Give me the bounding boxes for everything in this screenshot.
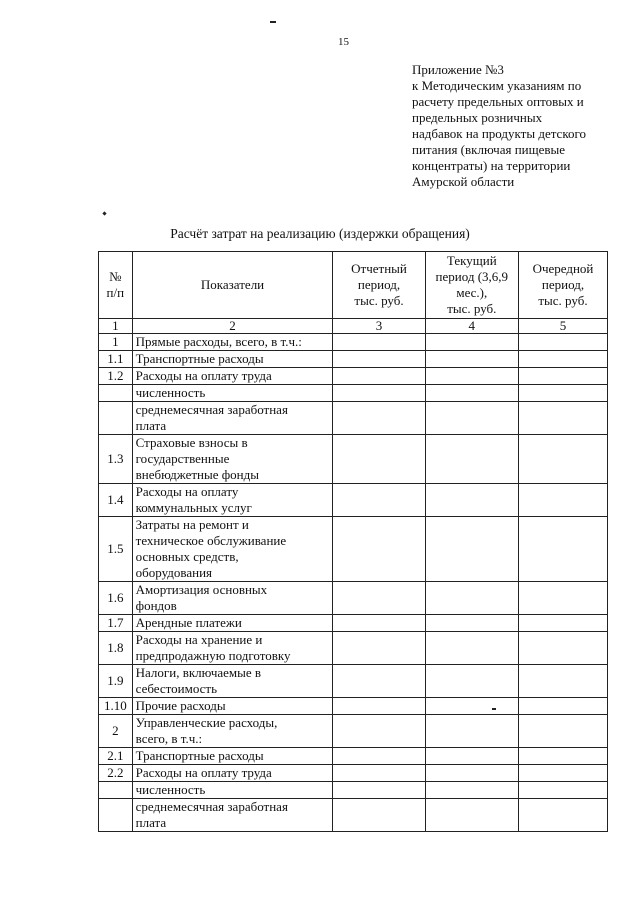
reported-value-cell xyxy=(333,351,425,368)
indicator-line: себестоимость xyxy=(135,681,218,696)
indicator-line: плата xyxy=(135,815,167,830)
indicator-line: плата xyxy=(135,418,167,433)
reported-value-cell xyxy=(333,615,425,632)
row-number: 1.2 xyxy=(99,368,133,385)
row-number: 1.5 xyxy=(99,517,133,582)
column-index: 4 xyxy=(425,319,518,334)
reported-value-cell xyxy=(333,484,425,517)
current-value-cell xyxy=(425,799,518,832)
row-number xyxy=(99,799,133,832)
row-number: 2.2 xyxy=(99,765,133,782)
header-next-period xyxy=(518,252,607,319)
next-value-cell xyxy=(518,402,607,435)
table-body xyxy=(99,334,608,832)
header-line: мес.), xyxy=(456,285,488,300)
header-num xyxy=(99,252,133,319)
next-value-cell xyxy=(518,748,607,765)
appendix-line: надбавок на продукты детского xyxy=(412,126,586,141)
indicator-line: оборудования xyxy=(135,565,213,580)
appendix-line: концентраты) на территории xyxy=(412,158,571,173)
next-value-cell xyxy=(518,517,607,582)
column-index-row xyxy=(99,319,608,334)
column-index: 1 xyxy=(99,319,133,334)
table-row xyxy=(99,665,608,698)
indicator-line: техническое обслуживание xyxy=(135,533,287,548)
row-indicator xyxy=(132,517,333,582)
header-line: № xyxy=(109,269,122,284)
header-line: Показатели xyxy=(200,277,265,292)
reported-value-cell xyxy=(333,582,425,615)
scan-speck xyxy=(270,21,276,23)
table-row xyxy=(99,582,608,615)
indicator-line: коммунальных услуг xyxy=(135,500,252,515)
header-line: период, xyxy=(357,277,401,292)
current-value-cell xyxy=(425,351,518,368)
next-value-cell xyxy=(518,351,607,368)
appendix-line: Приложение №3 xyxy=(412,62,504,77)
appendix-line: к Методическим указаниям по xyxy=(412,78,582,93)
table-row xyxy=(99,368,608,385)
reported-value-cell xyxy=(333,402,425,435)
current-value-cell xyxy=(425,385,518,402)
table-row xyxy=(99,782,608,799)
current-value-cell xyxy=(425,782,518,799)
appendix-line: расчету предельных оптовых и xyxy=(412,94,584,109)
row-number: 1 xyxy=(99,334,133,351)
row-indicator xyxy=(132,715,333,748)
row-number xyxy=(99,385,133,402)
reported-value-cell xyxy=(333,799,425,832)
reported-value-cell xyxy=(333,517,425,582)
current-value-cell xyxy=(425,582,518,615)
row-indicator xyxy=(132,484,333,517)
table-row xyxy=(99,765,608,782)
row-indicator xyxy=(132,582,333,615)
indicator-line: численность xyxy=(135,385,206,400)
indicator-line: среднемесячная заработная xyxy=(135,799,288,814)
row-number: 1.3 xyxy=(99,435,133,484)
row-indicator xyxy=(132,765,333,782)
next-value-cell xyxy=(518,334,607,351)
reported-value-cell xyxy=(333,715,425,748)
indicator-line: фондов xyxy=(135,598,177,613)
indicator-line: всего, в т.ч.: xyxy=(135,731,203,746)
row-indicator xyxy=(132,799,333,832)
row-indicator xyxy=(132,402,333,435)
table-row xyxy=(99,715,608,748)
header-line: п/п xyxy=(106,285,125,300)
header-line: тыс. руб. xyxy=(354,293,404,308)
indicator-line: Расходы на хранение и xyxy=(135,632,263,647)
row-number: 2 xyxy=(99,715,133,748)
indicator-line: Транспортные расходы xyxy=(135,351,264,366)
row-number: 1.8 xyxy=(99,632,133,665)
next-value-cell xyxy=(518,582,607,615)
column-index: 5 xyxy=(518,319,607,334)
reported-value-cell xyxy=(333,748,425,765)
next-value-cell xyxy=(518,715,607,748)
reported-value-cell xyxy=(333,334,425,351)
scan-speck xyxy=(102,211,106,215)
indicator-line: Транспортные расходы xyxy=(135,748,264,763)
header-line: Отчетный xyxy=(351,261,407,276)
row-indicator xyxy=(132,351,333,368)
table-row xyxy=(99,799,608,832)
indicator-line: численность xyxy=(135,782,206,797)
costs-table xyxy=(98,251,608,832)
row-indicator xyxy=(132,665,333,698)
column-index: 2 xyxy=(132,319,333,334)
row-number: 1.9 xyxy=(99,665,133,698)
table-row xyxy=(99,748,608,765)
next-value-cell xyxy=(518,665,607,698)
indicator-line: Налоги, включаемые в xyxy=(135,665,262,680)
table-row xyxy=(99,351,608,368)
next-value-cell xyxy=(518,632,607,665)
row-indicator xyxy=(132,632,333,665)
indicator-line: Арендные платежи xyxy=(135,615,242,630)
table-row xyxy=(99,517,608,582)
current-value-cell xyxy=(425,334,518,351)
indicator-line: Прочие расходы xyxy=(135,698,226,713)
appendix-line: питания (включая пищевые xyxy=(412,142,566,157)
appendix-line: предельных розничных xyxy=(412,110,543,125)
current-value-cell xyxy=(425,484,518,517)
column-index: 3 xyxy=(333,319,425,334)
page-number: 15 xyxy=(338,36,349,48)
header-line: период (3,6,9 xyxy=(435,269,509,284)
indicator-line: среднемесячная заработная xyxy=(135,402,288,417)
row-indicator xyxy=(132,782,333,799)
header-indicator xyxy=(132,252,333,319)
table-row xyxy=(99,385,608,402)
next-value-cell xyxy=(518,385,607,402)
table-row xyxy=(99,402,608,435)
next-value-cell xyxy=(518,435,607,484)
indicator-line: Управленческие расходы, xyxy=(135,715,278,730)
row-number: 1.4 xyxy=(99,484,133,517)
table-header-row xyxy=(99,252,608,319)
current-value-cell xyxy=(425,435,518,484)
header-line: период, xyxy=(541,277,585,292)
reported-value-cell xyxy=(333,782,425,799)
indicator-line: Затраты на ремонт и xyxy=(135,517,249,532)
current-value-cell xyxy=(425,368,518,385)
reported-value-cell xyxy=(333,765,425,782)
header-current-period xyxy=(425,252,518,319)
reported-value-cell xyxy=(333,665,425,698)
indicator-line: Прямые расходы, всего, в т.ч.: xyxy=(135,334,302,349)
indicator-line: предпродажную подготовку xyxy=(135,648,291,663)
header-line: тыс. руб. xyxy=(538,293,588,308)
next-value-cell xyxy=(518,698,607,715)
current-value-cell xyxy=(425,748,518,765)
indicator-line: Амортизация основных xyxy=(135,582,268,597)
header-line: Текущий xyxy=(446,253,497,268)
indicator-line: Страховые взносы в xyxy=(135,435,248,450)
row-number xyxy=(99,782,133,799)
table-row xyxy=(99,698,608,715)
current-value-cell xyxy=(425,698,518,715)
appendix-line: Амурской области xyxy=(412,174,515,189)
appendix-note xyxy=(412,62,612,190)
next-value-cell xyxy=(518,765,607,782)
document-title: Расчёт затрат на реализацию (издержки обращения) xyxy=(170,226,470,241)
reported-value-cell xyxy=(333,435,425,484)
indicator-line: Расходы на оплату труда xyxy=(135,368,272,383)
current-value-cell xyxy=(425,402,518,435)
indicator-line: Расходы на оплату xyxy=(135,484,239,499)
row-indicator xyxy=(132,698,333,715)
table-row xyxy=(99,334,608,351)
current-value-cell xyxy=(425,615,518,632)
row-indicator xyxy=(132,385,333,402)
row-indicator xyxy=(132,748,333,765)
next-value-cell xyxy=(518,615,607,632)
row-number: 1.6 xyxy=(99,582,133,615)
header-line: Очередной xyxy=(532,261,594,276)
reported-value-cell xyxy=(333,368,425,385)
current-value-cell xyxy=(425,632,518,665)
next-value-cell xyxy=(518,782,607,799)
table-row xyxy=(99,615,608,632)
indicator-line: основных средств, xyxy=(135,549,239,564)
current-value-cell xyxy=(425,517,518,582)
next-value-cell xyxy=(518,484,607,517)
next-value-cell xyxy=(518,799,607,832)
indicator-line: Расходы на оплату труда xyxy=(135,765,272,780)
indicator-line: государственные xyxy=(135,451,230,466)
indicator-line: внебюджетные фонды xyxy=(135,467,259,482)
reported-value-cell xyxy=(333,632,425,665)
table-row xyxy=(99,435,608,484)
row-number: 1.1 xyxy=(99,351,133,368)
row-number: 2.1 xyxy=(99,748,133,765)
row-indicator xyxy=(132,368,333,385)
table-row xyxy=(99,632,608,665)
row-number: 1.10 xyxy=(99,698,133,715)
header-line: тыс. руб. xyxy=(447,301,497,316)
row-number: 1.7 xyxy=(99,615,133,632)
current-value-cell xyxy=(425,765,518,782)
row-indicator xyxy=(132,435,333,484)
row-indicator xyxy=(132,615,333,632)
current-value-cell xyxy=(425,665,518,698)
row-indicator xyxy=(132,334,333,351)
header-reported-period xyxy=(333,252,425,319)
table-row xyxy=(99,484,608,517)
row-number xyxy=(99,402,133,435)
next-value-cell xyxy=(518,368,607,385)
reported-value-cell xyxy=(333,385,425,402)
current-value-cell xyxy=(425,715,518,748)
reported-value-cell xyxy=(333,698,425,715)
